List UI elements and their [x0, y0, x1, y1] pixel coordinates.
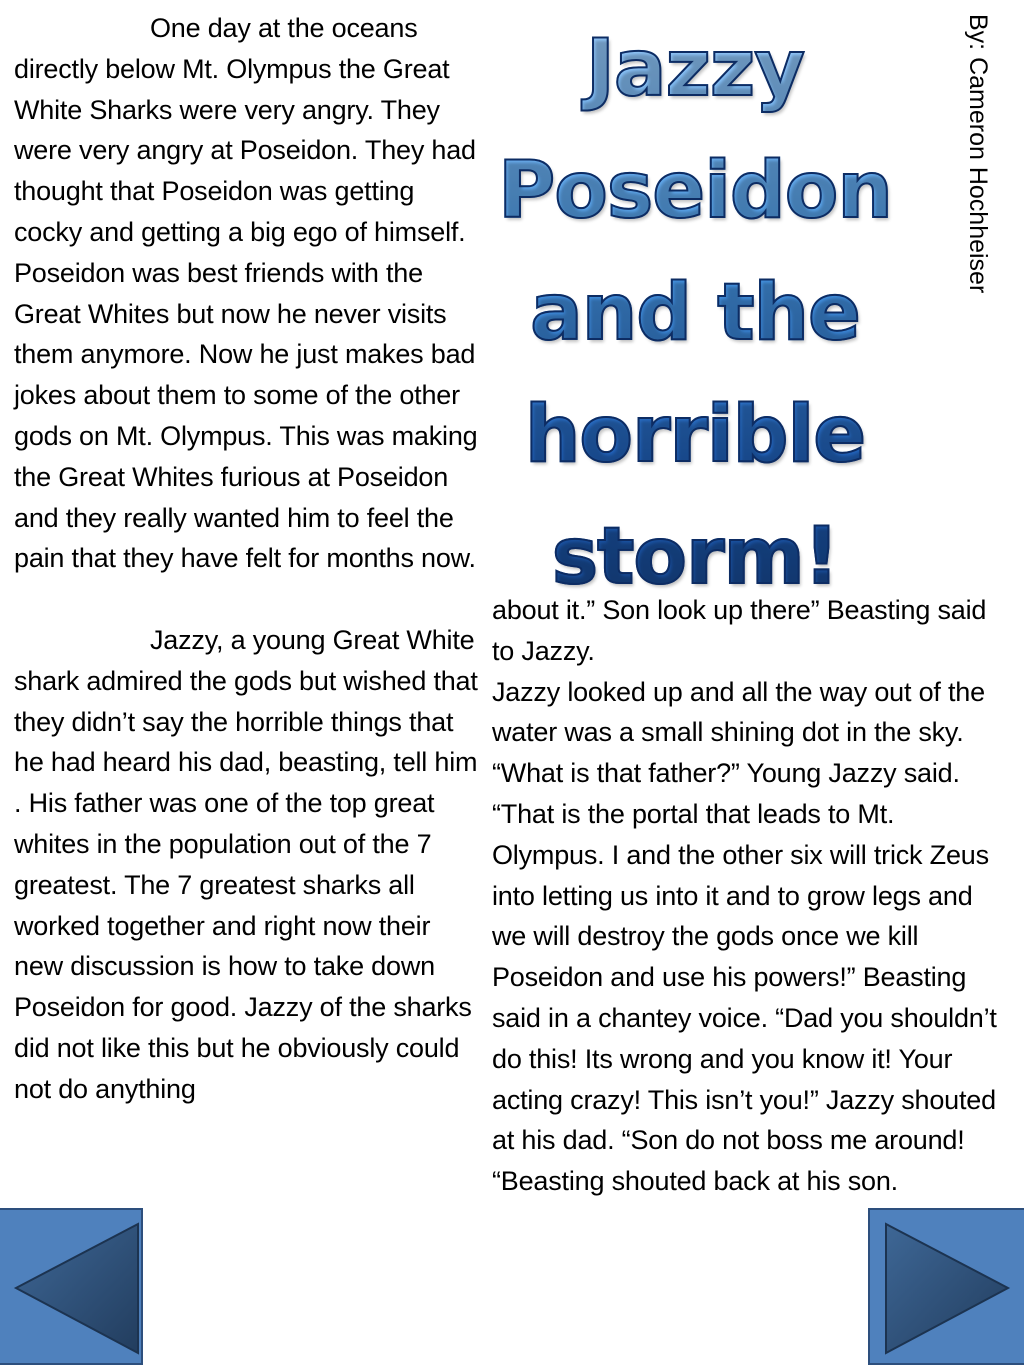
story-paragraph	[14, 620, 484, 1110]
previous-page-button[interactable]	[0, 1208, 143, 1365]
story-paragraph: Jazzy looked up and all the way out of the water was a small shining dot in the sky. “What is that father?” Young Jazzy said. “That is the portal that leads to Mt. Olympus. I and the other six will trick Zeus into letting us into it and to grow legs and we will destroy the gods once we kill Poseidon and use his powers!” Beasting said in a chantey voice. “Dad you shouldn’t do this! Its wrong and you know it! Your acting crazy! This isn’t you!” Jazzy shouted at his dad. “Son do not boss me around! “Beasting shouted back at his son.	[492, 676, 997, 1197]
page-title: Jazzy Poseidon and the horrible storm!	[490, 8, 900, 618]
author-byline: By: Cameron Hochheiser	[964, 14, 992, 294]
triangle-left-icon	[0, 1210, 143, 1367]
story-right-column	[492, 590, 1007, 1202]
triangle-right-icon	[870, 1210, 1024, 1367]
story-paragraph: about it.” Son look up there” Beasting said to Jazzy.	[492, 595, 987, 666]
story-left-column	[14, 8, 484, 1110]
paragraph-text: Jazzy, a young Great White shark admired the gods but wished that they didn’t say the horrible things that he had heard his dad, beasting, tell him . His father was one of the top great whites in the population out of the 7 greatest. The 7 greatest sharks all worked together and right now their new discussion is how to take down Poseidon for good. Jazzy of the sharks did not like this but he obviously could not do anything	[14, 624, 478, 1104]
paragraph-text: One day at the oceans directly below Mt. Olympus the Great White Sharks were very angry. They were very angry at Poseidon. They had thought that Poseidon was getting cocky and getting a big ego of himself. Poseidon was best friends with the Great Whites but now he never visits them anymore. Now he just makes bad jokes about them to some of the other gods on Mt. Olympus. This was making the Great Whites furious at Poseidon and they really wanted him to feel the pain that they have felt for months now.	[14, 13, 478, 574]
story-paragraph	[14, 8, 484, 579]
next-page-button[interactable]	[868, 1208, 1024, 1365]
